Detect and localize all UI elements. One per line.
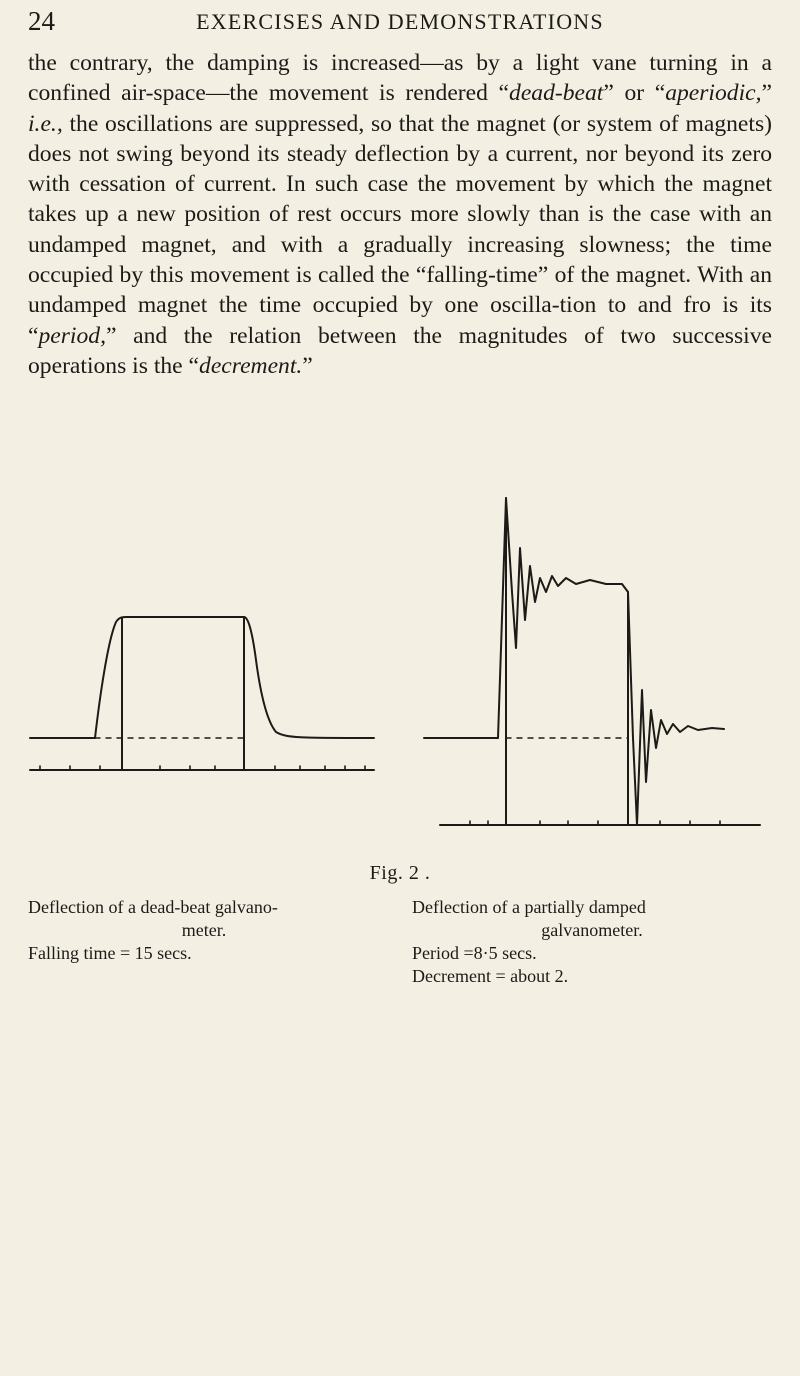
deflection-curves (0, 480, 800, 850)
text-run: ” or “ (603, 80, 666, 107)
text-run: ” (761, 80, 772, 107)
text-run: the contrary, the damping is increased—as by a light vane turning in a confined air-space—the movement is rendered “ (28, 50, 772, 107)
text-run: the oscillations are suppressed, so that the magnet (or system of magnets) does not swing beyond its steady deflection by a current, nor beyond its zero with cessation of current. In such case the movement by which the magnet takes up a new position of rest occurs more slowly than is the case with an undamped magnet, and with a gradually increasing slowness; the time occupied by this movement is called the “falling-time” of the magnet. With an undamped magnet the time occupied by one oscilla-tion to and fro is its “ (28, 110, 772, 349)
damped-oscillation-off (628, 592, 724, 825)
italic-term: i.e., (28, 110, 63, 137)
paragraph (28, 48, 772, 381)
caption-damped (412, 896, 772, 988)
italic-term: period, (38, 322, 106, 349)
text-run: ” (302, 352, 313, 379)
text-run: ” and the relation between the magnitudes of two successive operations is the “ (28, 322, 772, 379)
caption-dead-beat-line2: meter. (181, 920, 227, 940)
caption-damped-line4: Decrement = about 2. (412, 966, 569, 986)
figure-label: Fig. 2 . (369, 862, 431, 884)
caption-dead-beat-line3: Falling time = 15 secs. (28, 943, 192, 963)
figure-2 (0, 480, 800, 850)
running-title: EXERCISES AND DEMONSTRATIONS (196, 9, 604, 34)
italic-term: decrement. (199, 352, 303, 379)
caption-dead-beat (28, 896, 380, 965)
caption-damped-line2: galvanometer. (541, 920, 643, 940)
dead-beat-deflection-curve (95, 617, 374, 738)
caption-damped-line3: Period =8·5 secs. (412, 943, 537, 963)
italic-term: dead-beat (509, 80, 604, 107)
caption-dead-beat-line1: Deflection of a dead-beat galvano- (28, 897, 278, 917)
italic-term: aperiodic, (665, 80, 762, 107)
damped-oscillation-on (498, 498, 628, 738)
body-text (28, 48, 772, 381)
page-header (28, 6, 772, 40)
page-number: 24 (28, 6, 55, 36)
caption-damped-line1: Deflection of a partially damped (412, 897, 646, 917)
